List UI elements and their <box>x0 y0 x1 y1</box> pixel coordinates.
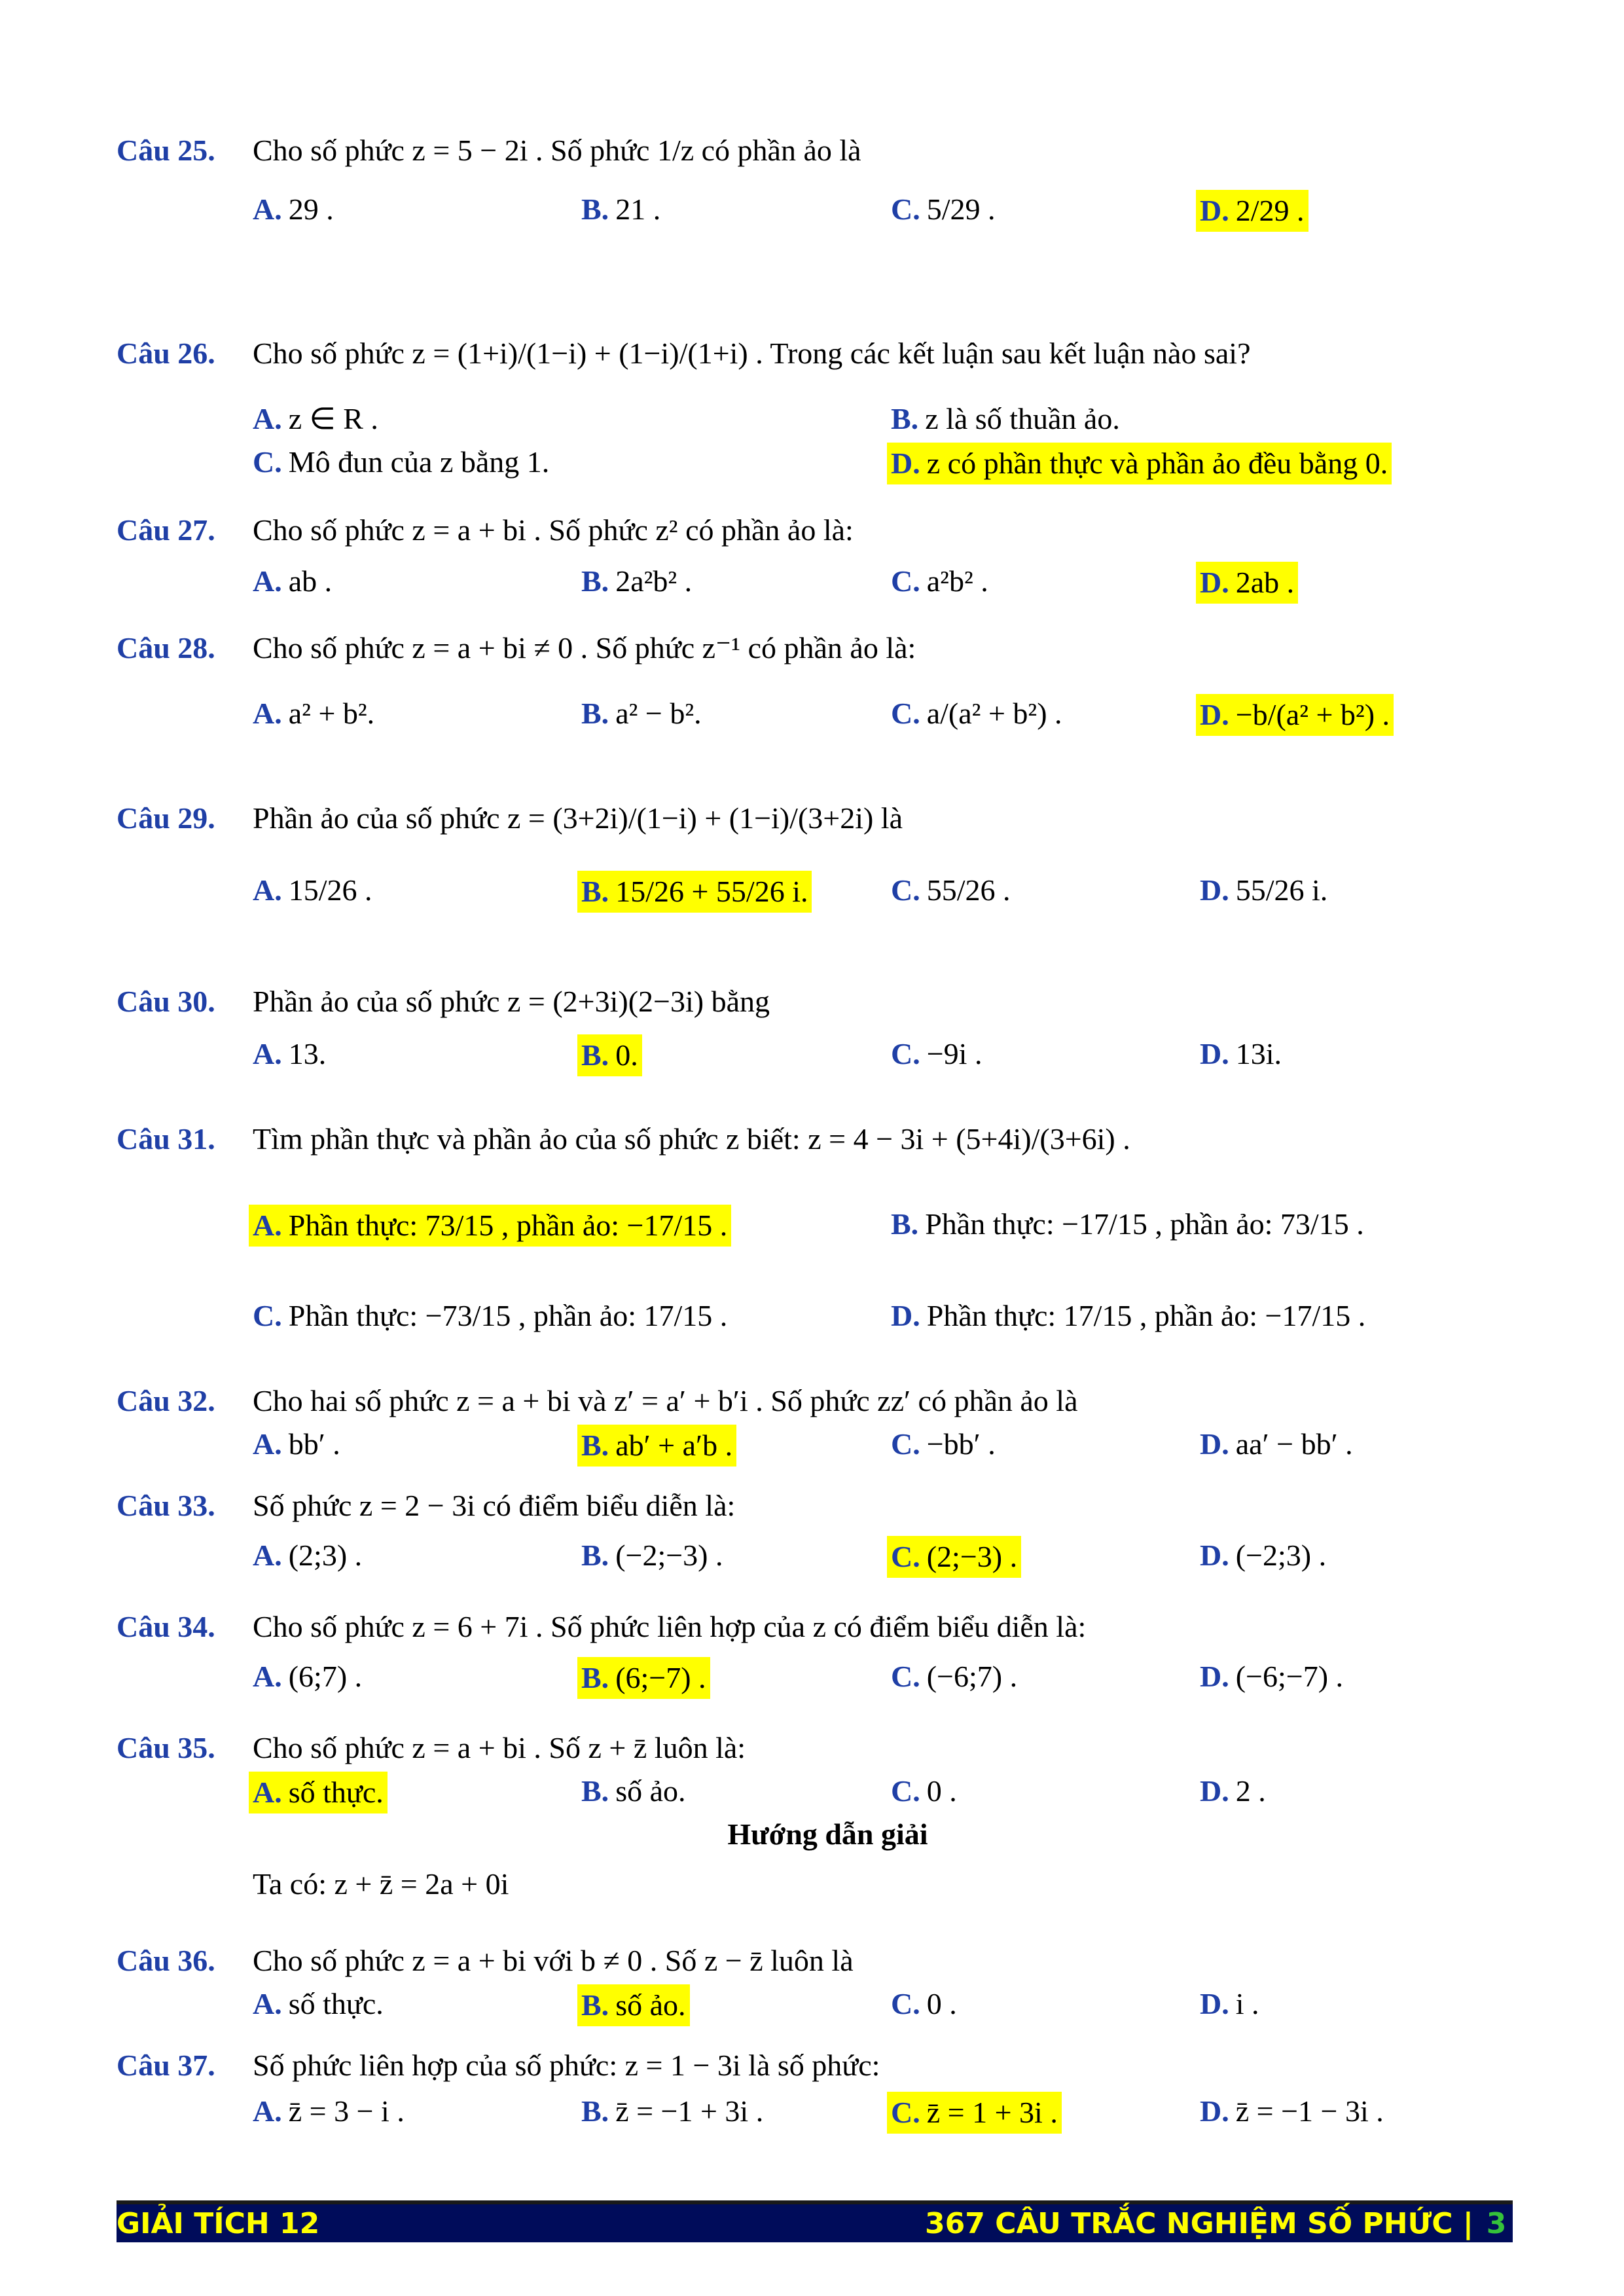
option-b-correct[interactable]: B. 15/26 + 55/26 i. <box>577 871 812 913</box>
option-c-correct[interactable]: C. (2;−3) . <box>887 1536 1021 1578</box>
question-27 <box>117 511 1539 605</box>
option-b[interactable]: B. 2a²b² . <box>581 564 693 598</box>
question-26 <box>117 334 1539 486</box>
option-c[interactable]: C. 0 . <box>891 1987 957 2020</box>
question-number: Câu 35. <box>117 1731 215 1764</box>
option-c[interactable]: C. −bb′ . <box>891 1427 996 1461</box>
option-d[interactable]: D. 2 . <box>1200 1774 1266 1808</box>
option-a[interactable]: A. z̄ = 3 − i . <box>253 2094 405 2128</box>
option-b[interactable]: B. z̄ = −1 + 3i . <box>581 2094 764 2128</box>
option-b-correct[interactable]: B. 0. <box>577 1034 642 1076</box>
option-c[interactable]: C. 0 . <box>891 1774 957 1808</box>
question-number: Câu 36. <box>117 1944 215 1977</box>
question-number: Câu 32. <box>117 1384 215 1417</box>
solution-heading: Hướng dẫn giải <box>727 1817 928 1851</box>
option-b[interactable]: B. Phần thực: −17/15 , phần ảo: 73/15 . <box>891 1207 1364 1241</box>
question-number: Câu 25. <box>117 134 215 167</box>
option-d[interactable]: D. 55/26 i. <box>1200 873 1328 907</box>
option-a[interactable]: A. bb′ . <box>253 1427 340 1461</box>
option-d-correct[interactable]: D. 2/29 . <box>1196 190 1308 232</box>
option-a[interactable]: A. 13. <box>253 1037 327 1070</box>
question-31 <box>117 1120 1539 1375</box>
question-stem: Phần ảo của số phức z = (2+3i)(2−3i) bằng <box>253 985 770 1018</box>
question-stem: Cho hai số phức z = a + bi và z′ = a′ + b′i . Số phức zz′ có phần ảo là <box>253 1384 1078 1417</box>
option-d-correct[interactable]: D. −b/(a² + b²) . <box>1196 694 1394 736</box>
option-c-correct[interactable]: C. z̄ = 1 + 3i . <box>887 2092 1062 2134</box>
option-b[interactable]: B. (−2;−3) . <box>581 1539 723 1572</box>
question-number: Câu 30. <box>117 985 215 1018</box>
option-c[interactable]: C. Mô đun của z bằng 1. <box>253 445 550 479</box>
option-c[interactable]: C. Phần thực: −73/15 , phần ảo: 17/15 . <box>253 1299 728 1332</box>
option-c[interactable]: C. 5/29 . <box>891 192 996 226</box>
question-stem: Cho số phức z = a + bi với b ≠ 0 . Số z − z̄ luôn là <box>253 1944 854 1977</box>
question-stem: Cho số phức z = a + bi . Số z + z̄ luôn là: <box>253 1731 746 1764</box>
question-25 <box>117 131 1539 268</box>
option-b-correct[interactable]: B. số ảo. <box>577 1984 690 2026</box>
question-29 <box>117 799 1539 949</box>
question-stem: Số phức z = 2 − 3i có điểm biểu diễn là: <box>253 1489 736 1522</box>
option-a[interactable]: A. 15/26 . <box>253 873 372 907</box>
option-a[interactable]: A. (6;7) . <box>253 1660 363 1693</box>
option-d-correct[interactable]: D. z có phần thực và phần ảo đều bằng 0. <box>887 443 1392 484</box>
option-a-correct[interactable]: A. số thực. <box>249 1772 388 1813</box>
option-b-correct[interactable]: B. (6;−7) . <box>577 1657 710 1699</box>
footer-subject: GIẢI TÍCH 12 <box>117 2207 320 2240</box>
option-d[interactable]: D. aa′ − bb′ . <box>1200 1427 1353 1461</box>
page-number: 3 <box>1486 2207 1507 2240</box>
option-b[interactable]: B. a² − b². <box>581 697 702 730</box>
question-35 <box>117 1728 1539 1908</box>
option-c[interactable]: C. a²b² . <box>891 564 988 598</box>
option-b[interactable]: B. z là số thuần ảo. <box>891 402 1120 435</box>
question-number: Câu 27. <box>117 513 215 547</box>
question-30 <box>117 982 1539 1078</box>
option-d[interactable]: D. Phần thực: 17/15 , phần ảo: −17/15 . <box>891 1299 1366 1332</box>
question-34 <box>117 1607 1539 1700</box>
option-b[interactable]: B. số ảo. <box>581 1774 686 1808</box>
question-stem: Số phức liên hợp của số phức: z = 1 − 3i là số phức: <box>253 2049 880 2082</box>
option-c[interactable]: C. (−6;7) . <box>891 1660 1018 1693</box>
option-a[interactable]: A. ab . <box>253 564 333 598</box>
option-d[interactable]: D. i . <box>1200 1987 1259 2020</box>
question-stem: Cho số phức z = 6 + 7i . Số phức liên hợp của z có điểm biểu diễn là: <box>253 1610 1087 1643</box>
option-d[interactable]: D. (−2;3) . <box>1200 1539 1327 1572</box>
question-stem: Tìm phần thực và phần ảo của số phức z biết: z = 4 − 3i + (5+4i)/(3+6i) . <box>253 1122 1130 1156</box>
page-footer <box>117 2200 1513 2242</box>
question-32 <box>117 1381 1539 1468</box>
question-number: Câu 26. <box>117 337 215 370</box>
question-stem: Cho số phức z = 5 − 2i . Số phức 1/z có phần ảo là <box>253 134 861 167</box>
option-b-correct[interactable]: B. ab′ + a′b . <box>577 1425 736 1467</box>
question-number: Câu 37. <box>117 2049 215 2082</box>
question-stem: Phần ảo của số phức z = (3+2i)/(1−i) + (1−i)/(3+2i) là <box>253 801 903 835</box>
question-number: Câu 29. <box>117 801 215 835</box>
option-a[interactable]: A. (2;3) . <box>253 1539 363 1572</box>
option-a-correct[interactable]: A. Phần thực: 73/15 , phần ảo: −17/15 . <box>249 1205 731 1247</box>
option-c[interactable]: C. 55/26 . <box>891 873 1011 907</box>
option-d-correct[interactable]: D. 2ab . <box>1196 562 1298 604</box>
option-c[interactable]: C. a/(a² + b²) . <box>891 697 1062 730</box>
question-stem: Cho số phức z = (1+i)/(1−i) + (1−i)/(1+i) . Trong các kết luận sau kết luận nào sai? <box>253 337 1251 370</box>
question-number: Câu 28. <box>117 631 215 665</box>
option-d[interactable]: D. 13i. <box>1200 1037 1282 1070</box>
option-a[interactable]: A. 29 . <box>253 192 334 226</box>
option-a[interactable]: A. z ∈ R . <box>253 402 378 435</box>
question-number: Câu 34. <box>117 1610 215 1643</box>
option-a[interactable]: A. số thực. <box>253 1987 384 2020</box>
question-28 <box>117 629 1539 773</box>
option-c[interactable]: C. −9i . <box>891 1037 983 1070</box>
question-number: Câu 33. <box>117 1489 215 1522</box>
solution-text: Ta có: z + z̄ = 2a + 0i <box>253 1867 509 1901</box>
option-d[interactable]: D. (−6;−7) . <box>1200 1660 1344 1693</box>
question-stem: Cho số phức z = a + bi . Số phức z² có phần ảo là: <box>253 513 854 547</box>
option-a[interactable]: A. a² + b². <box>253 697 375 730</box>
question-33 <box>117 1486 1539 1579</box>
question-number: Câu 31. <box>117 1122 215 1156</box>
question-37 <box>117 2046 1539 2135</box>
footer-title: 367 CÂU TRẮC NGHIỆM SỐ PHỨC | <box>925 2207 1473 2240</box>
question-stem: Cho số phức z = a + bi ≠ 0 . Số phức z⁻¹ có phần ảo là: <box>253 631 916 665</box>
option-b[interactable]: B. 21 . <box>581 192 661 226</box>
question-36 <box>117 1941 1539 2028</box>
option-d[interactable]: D. z̄ = −1 − 3i . <box>1200 2094 1384 2128</box>
